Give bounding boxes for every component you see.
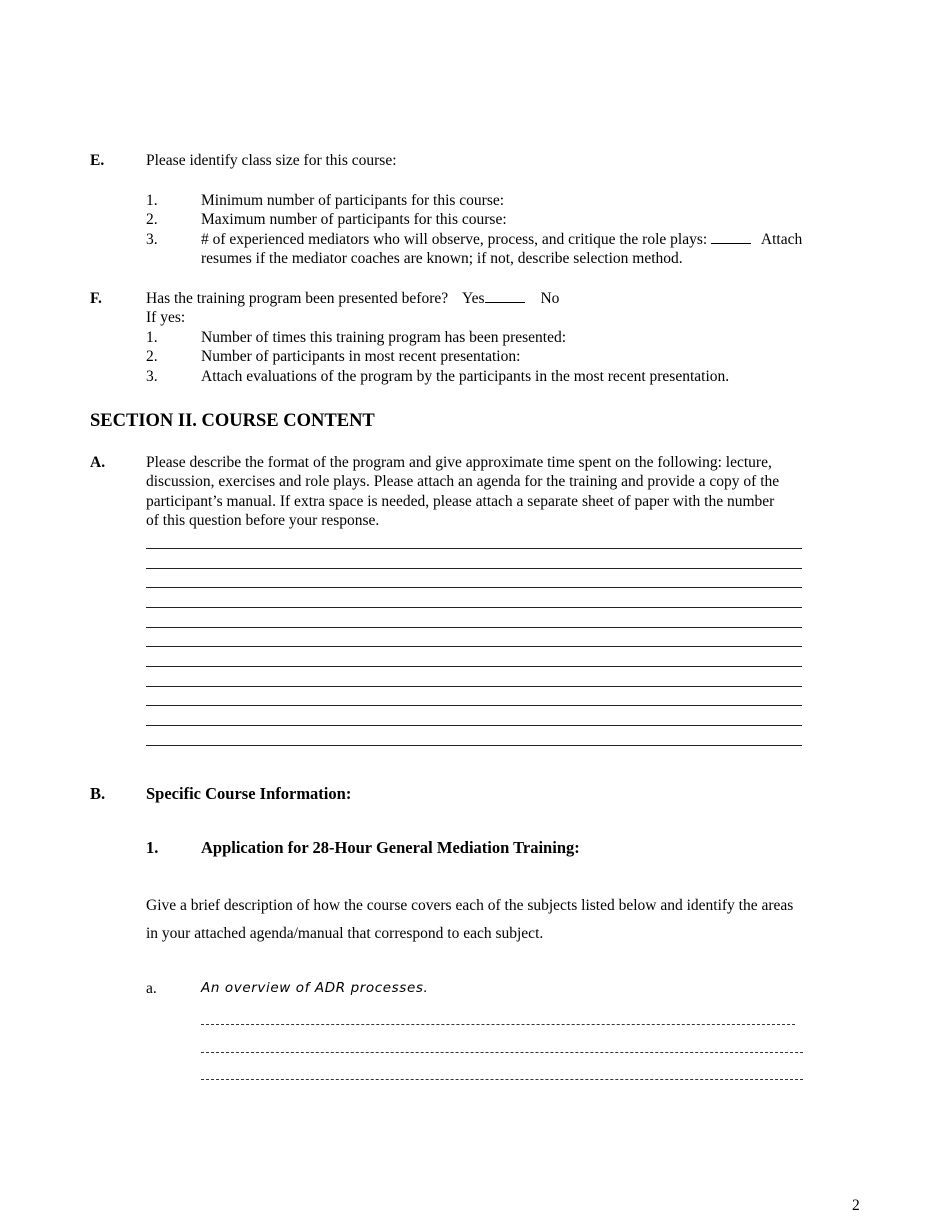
part-e-item-1-num: 1. [146,192,158,209]
part-e-item-3-line2: resumes if the mediator coaches are known; if not, describe selection method. [201,250,683,267]
page-number: 2 [852,1197,860,1214]
part-a-line-1: Please describe the format of the program and give approximate time spent on the following: lecture, [146,454,772,471]
part-b-letter: B. [90,784,106,803]
response-line[interactable] [146,607,802,608]
part-f-item-2-text: Number of participants in most recent presentation: [201,348,521,365]
response-line[interactable] [146,705,802,706]
part-e-letter: E. [90,152,105,169]
part-e-item-3-line1 [201,230,802,250]
item-a-response-line[interactable] [201,1024,795,1025]
response-line[interactable] [146,646,802,647]
part-e-item-3-num: 3. [146,231,158,248]
response-line[interactable] [146,568,802,569]
part-a-line-3: participant’s manual. If extra space is needed, please attach a separate sheet of paper with the number [146,493,775,510]
no-label: No [540,290,560,307]
part-f-item-3-text: Attach evaluations of the program by the participants in the most recent presentation. [201,368,730,385]
subsection-1-num: 1. [146,838,159,857]
subsection-desc-line-2: in your attached agenda/manual that correspond to each subject. [146,925,544,942]
yes-blank[interactable] [485,289,525,303]
section-ii-title: SECTION II. COURSE CONTENT [90,411,375,431]
part-f-item-1-text: Number of times this training program has been presented: [201,329,567,346]
subsection-desc-line-1: Give a brief description of how the course covers each of the subjects listed below and identify the areas [146,897,794,914]
response-line[interactable] [146,725,802,726]
yes-label: Yes [462,290,485,307]
if-yes-label: If yes: [146,309,186,326]
part-f-item-1-num: 1. [146,329,158,346]
part-e-item-2-text: Maximum number of participants for this course: [201,211,507,228]
part-f-item-3-num: 3. [146,368,158,385]
response-line[interactable] [146,686,802,687]
response-line[interactable] [146,745,802,746]
item-a-text: An overview of ADR processes. [201,980,429,996]
part-b-title: Specific Course Information: [146,784,352,803]
part-e-item-2-num: 2. [146,211,158,228]
part-f-text: Has the training program been presented before? [146,290,449,307]
attach-word: Attach [760,231,803,248]
part-e-item-1-label: Minimum number of participants for this course: [201,192,505,209]
response-line[interactable] [146,627,802,628]
part-f-letter: F. [90,290,102,307]
item-a-response-line[interactable] [201,1052,803,1053]
part-e-text: Please identify class size for this course: [146,152,397,169]
part-e-item-1-text [201,191,504,211]
part-a-line-2: discussion, exercises and role plays. Please attach an agenda for the training and provide a copy of the [146,473,780,490]
response-line[interactable] [146,587,802,588]
subsection-1-title: Application for 28-Hour General Mediation Training: [201,838,580,857]
part-e-item-3-text: # of experienced mediators who will observe, process, and critique the role plays: [201,231,708,248]
part-a-letter: A. [90,454,106,471]
part-a-line-4: of this question before your response. [146,512,380,529]
item-a-response-line[interactable] [201,1079,803,1080]
part-f-question [146,289,559,309]
item-a-letter: a. [146,980,157,997]
response-line[interactable] [146,666,802,667]
response-line[interactable] [146,548,802,549]
part-f-item-2-num: 2. [146,348,158,365]
mediators-count-blank[interactable] [711,230,751,244]
